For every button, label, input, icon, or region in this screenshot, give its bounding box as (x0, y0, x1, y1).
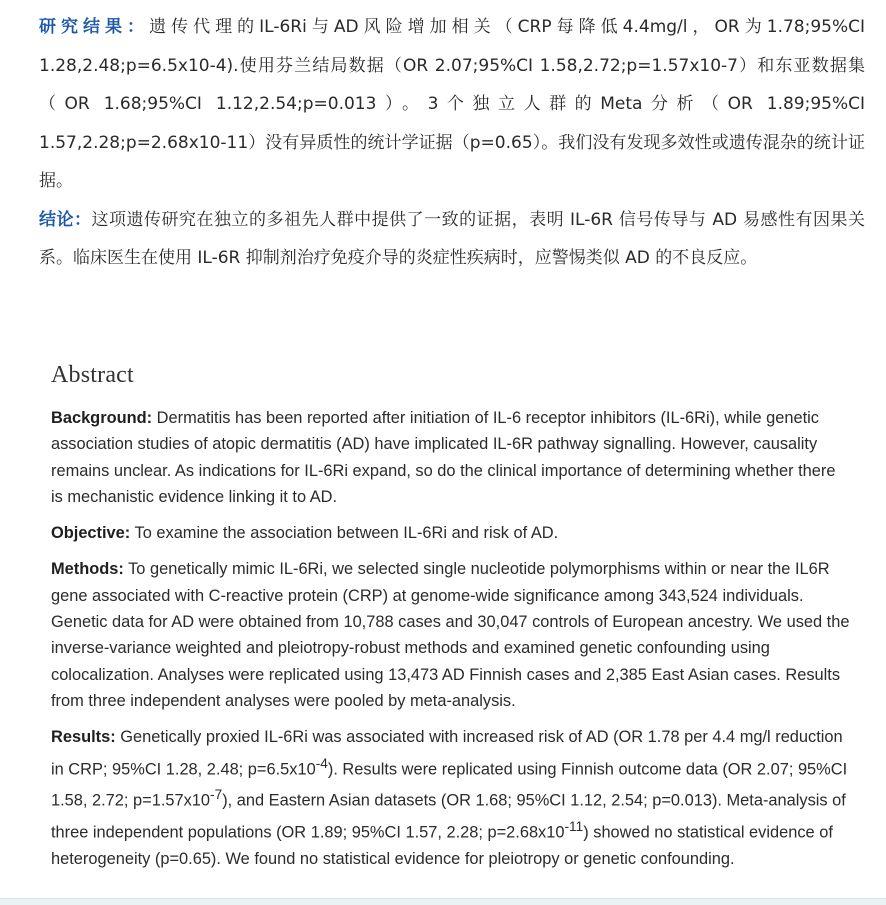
results-text-2: ). Results were replicated using Finnish outcome data (OR 2.07; 95%CI 1.58, 2.72; p=1.57x10 (51, 760, 848, 810)
methods-label: Methods: (51, 560, 124, 579)
results-exponent-3: -11 (564, 819, 584, 835)
results-text-1: Genetically proxied IL-6Ri was associated with increased risk of AD (OR 1.78 per 4.4 mg/l reduction in CRP; 95%CI 1.28, 2.48; p=6.5x10 (51, 728, 843, 779)
results-text-3: ), and Eastern Asian datasets (OR 1.68; 95%CI 1.12, 2.54; p=0.013). Meta-analysis of three independent populations (OR 1.89; 95%CI 1.57, 2.28; p=2.68x10 (51, 791, 846, 842)
chinese-conclusion-text: 这项遗传研究在独立的多祖先人群中提供了一致的证据，表明 IL-6R 信号传导与 AD 易感性有因果关系。临床医生在使用 IL-6R 抑制剂治疗免疫介导的炎症性疾病时，应警惕类似 AD 的不良反应。 (39, 209, 865, 268)
background-text: Dermatitis has been reported after initiation of IL-6 receptor inhibitors (IL-6Ri), while genetic association studies of atopic dermatitis (AD) have implicated IL-6R pathway signalling. However, causality remains unclear. As indications for IL-6Ri expand, so do the clinical importance of determining whether there is mechanistic evidence linking it to AD. (51, 409, 836, 506)
chinese-results-paragraph (39, 8, 865, 201)
objective-paragraph (51, 520, 851, 546)
chinese-conclusion-label: 结论： (39, 209, 92, 230)
results-text-4: ) showed no statistical evidence of heterogeneity (p=0.65). We found no statistical evidence for pleiotropy or genetic confounding. (51, 823, 833, 868)
background-paragraph (51, 405, 851, 510)
results-exponent-2: -7 (210, 787, 223, 803)
objective-label: Objective: (51, 524, 131, 543)
bottom-border-strip (0, 898, 886, 905)
chinese-results-label: 研究结果： (39, 17, 150, 37)
methods-text: To genetically mimic IL-6Ri, we selected single nucleotide polymorphisms within or near the IL6R gene associated with C-reactive protein (CRP) at genome-wide significance among 343,524 individuals. Genetic data for AD were obtained from 10,788 cases and 30,047 controls of European ancestry. We used the inverse-variance weighted and pleiotropy-robust methods and examined genetic confounding using colocalization. Analyses were replicated using 13,473 AD Finnish cases and 2,385 East Asian cases. Results from three independent analyses were pooled by meta-analysis. (51, 560, 850, 710)
results-exponent-1: -4 (315, 755, 328, 771)
chinese-summary (39, 8, 865, 278)
chinese-results-text: 遗传代理的IL-6Ri与AD风险增加相关（CRP每降低4.4mg/l，OR为1.78;95%CI 1.28,2.48;p=6.5x10-4).使用芬兰结局数据（OR 2.07;95%CI 1.58,2.72;p=1.57x10-7）和东亚数据集（OR 1.68;95%CI 1.12,2.54;p=0.013）。3个独立人群的Meta分析（OR 1.89;95%CI 1.57,2.28;p=2.68x10-11）没有异质性的统计学证据（p=0.65）。我们没有发现多效性或遗传混杂的统计证据。 (39, 17, 866, 191)
abstract-title: Abstract (51, 362, 134, 388)
methods-paragraph (51, 556, 851, 714)
background-label: Background: (51, 409, 153, 427)
results-paragraph (51, 724, 851, 872)
english-abstract (51, 362, 851, 882)
chinese-conclusion-paragraph (39, 201, 865, 278)
results-label: Results: (51, 728, 116, 747)
objective-text: To examine the association between IL-6Ri and risk of AD. (134, 524, 559, 543)
